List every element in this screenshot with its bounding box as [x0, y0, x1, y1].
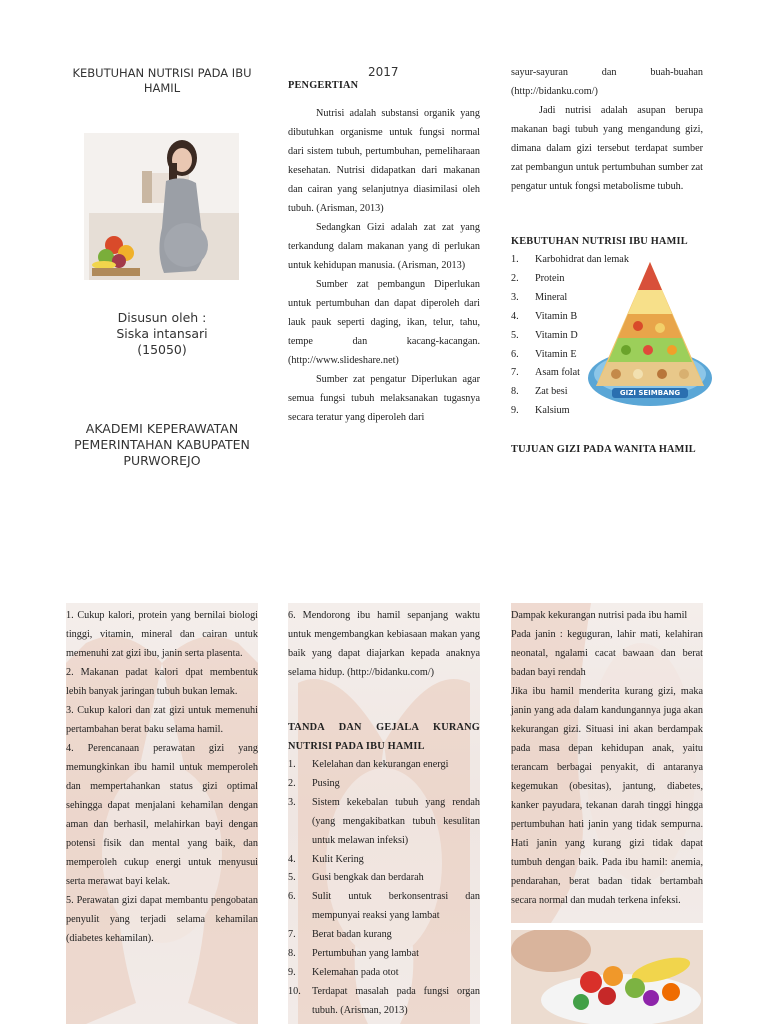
list-item: 5. Vitamin D: [511, 329, 578, 341]
paragraph: sayur-sayuran dan buah-buahan (http://bidanku.com/): [511, 67, 703, 97]
list-item: 2. Makanan padat kalori dpat membentuk lebih banyak jaringan tubuh bukan lemak.: [66, 667, 258, 697]
list-item: 3. Cukup kalori dan zat gizi untuk memenuhi pertambahan berat baku selama hamil.: [66, 705, 258, 735]
list-item: 2. Protein: [511, 272, 565, 284]
list-item: 8. Zat besi: [511, 386, 568, 398]
list-item: 4. Perencanaan perawatan gizi yang memungkinkan ibu hamil untuk memperoleh dan mempertahankan status gizi optimal sehingga dapat menjalani kehamilan dengan aman dan berhasil, melahirkan bayi dengan potensi fisik dan mental yang baik, dan memperoleh cukup energi untuk menyusui serta merawat bayi kelak.: [66, 743, 258, 887]
list-item: 3. Mineral: [511, 291, 568, 303]
section-heading-tujuan: TUJUAN GIZI PADA WANITA HAMIL: [511, 444, 696, 455]
list-item: 8. Pertumbuhan yang lambat: [288, 948, 419, 960]
paragraph: Sumber zat pengatur Diperlukan agar semua fungsi tubuh melaksanakan tugasnya secara teratur yang diperoleh dari: [288, 374, 480, 423]
list-item: 7. Berat badan kurang: [288, 929, 392, 941]
list-item: 1. Cukup kalori, protein yang bernilai biologi tinggi, vitamin, mineral dan cairan untuk memenuhi zat gizi ibu, janin serta plasenta.: [66, 610, 258, 659]
list-item: 10. Terdapat masalah pada fungsi organ tubuh. (Arisman, 2013): [288, 985, 480, 1016]
list-item: 3. Sistem kekebalan tubuh yang rendah (yang mengakibatkan tubuh kesulitan untuk melawan infeksi): [288, 796, 480, 846]
list-item: 6. Sulit untuk berkonsentrasi dan mempunyai reaksi yang lambat: [288, 891, 480, 922]
paragraph: Jika ibu hamil menderita kurang gizi, maka janin yang ada dalam kandungannya juga akan kekurangan gizi. Situasi ini akan berdampak pada masa depan kehidupan anak, yaitu terancam berbagai penyakit, di antaranya kegemukan (obesitas), jantung, diabetes, kanker payudara, tekanan darah tinggi hingga pertumbuhan hati janin yang tidak sempurna. Hati janin yang kurang gizi tidak dapat tumbuh dengan baik. Pada ibu hamil: anemia, pendarahan, berat badan tidak bertambah secara normal dan mudah terkena infeksi.: [511, 686, 703, 906]
author-label: Disusun oleh :: [117, 310, 207, 325]
paragraph: Jadi nutrisi adalah asupan berupa makanan bagi tubuh yang mengandung gizi, dimana dalam gizi tersebut terdapat sumber zat pembangun untuk pertumbuhan sumber zat pengatur untuk fongsi metabolisme tubuh.: [511, 105, 703, 192]
list-item: 6. Vitamin E: [511, 348, 577, 360]
list-item: 5. Gusi bengkak dan berdarah: [288, 872, 424, 884]
list-item: 2. Pusing: [288, 777, 340, 789]
impact-section: [511, 606, 703, 910]
author-name: Siska intansari: [116, 326, 208, 341]
column-2-body: [288, 104, 480, 427]
paragraph: Pada janin : keguguran, lahir mati, kelahiran neonatal, ngalami cacat bawaan dan berat badan bayi rendah: [511, 629, 703, 678]
paragraph: Nutrisi adalah substansi organik yang dibutuhkan organisme untuk fungsi normal dari sistem tubuh, pertumbuhan, pemeliharaan kesehatan. Nutrisi didapatkan dari makanan dan cairan yang selanjutnya diasimilasi oleh tubuh. (Arisman, 2013): [288, 108, 480, 214]
list-item: 7. Asam folat: [511, 367, 580, 379]
food-pyramid-image: [586, 258, 714, 418]
list-item: 1. Kelelahan dan kekurangan energi: [288, 759, 449, 770]
paragraph: Sumber zat pembangun Diperlukan untuk pertumbuhan dan dapat diperoleh dari lauk pauk seperti daging, ikan, telur, tahu, tempe dan kacang-kacangan. (http://www.slideshare.net): [288, 279, 480, 366]
section-heading-pengertian: PENGERTIAN: [288, 80, 359, 91]
section-heading-kebutuhan: KEBUTUHAN NUTRISI IBU HAMIL: [511, 236, 688, 247]
cover-title: KEBUTUHAN NUTRISI PADA IBU HAMIL: [72, 66, 252, 95]
impact-title: Dampak kekurangan nutrisi pada ibu hamil: [511, 610, 688, 621]
cover-image: [84, 133, 239, 280]
list-item: 5. Perawatan gizi dapat membantu pengobatan penyulit yang terjadi selama kehamilan (diabetes kehamilan).: [66, 895, 258, 944]
institution: AKADEMI KEPERAWATAN PEMERINTAHAN KABUPATEN PURWOREJO: [74, 421, 250, 468]
symptom-list: [288, 756, 480, 1021]
list-item: 6. Mendorong ibu hamil sepanjang waktu untuk mengembangkan kebiasaan makan yang baik yang dapat diajarkan kepada anaknya selama hidup. (http://bidanku.com/): [288, 610, 480, 678]
year: 2017: [368, 65, 399, 79]
list-item: 4. Vitamin B: [511, 310, 578, 322]
author-id: (15050): [137, 342, 187, 357]
fruit-image: [511, 930, 703, 1024]
paragraph: Sedangkan Gizi adalah zat zat yang terkandung dalam makanan yang di perlukan untuk kehidupan manusia. (Arisman, 2013): [288, 222, 480, 271]
list-item: 9. Kelemahan pada otot: [288, 966, 399, 978]
column-3-body: [511, 63, 703, 196]
goals-list-part2: [288, 606, 480, 682]
section-heading-tanda: TANDA DAN GEJALA KURANG NUTRISI PADA IBU HAMIL: [288, 722, 480, 752]
goals-list-part1: [66, 606, 258, 948]
list-item: 4. Kulit Kering: [288, 853, 364, 865]
list-item: 1. Karbohidrat dan lemak: [511, 254, 629, 265]
pyramid-label: GIZI SEIMBANG: [619, 389, 681, 397]
list-item: 9. Kalsium: [511, 405, 570, 417]
